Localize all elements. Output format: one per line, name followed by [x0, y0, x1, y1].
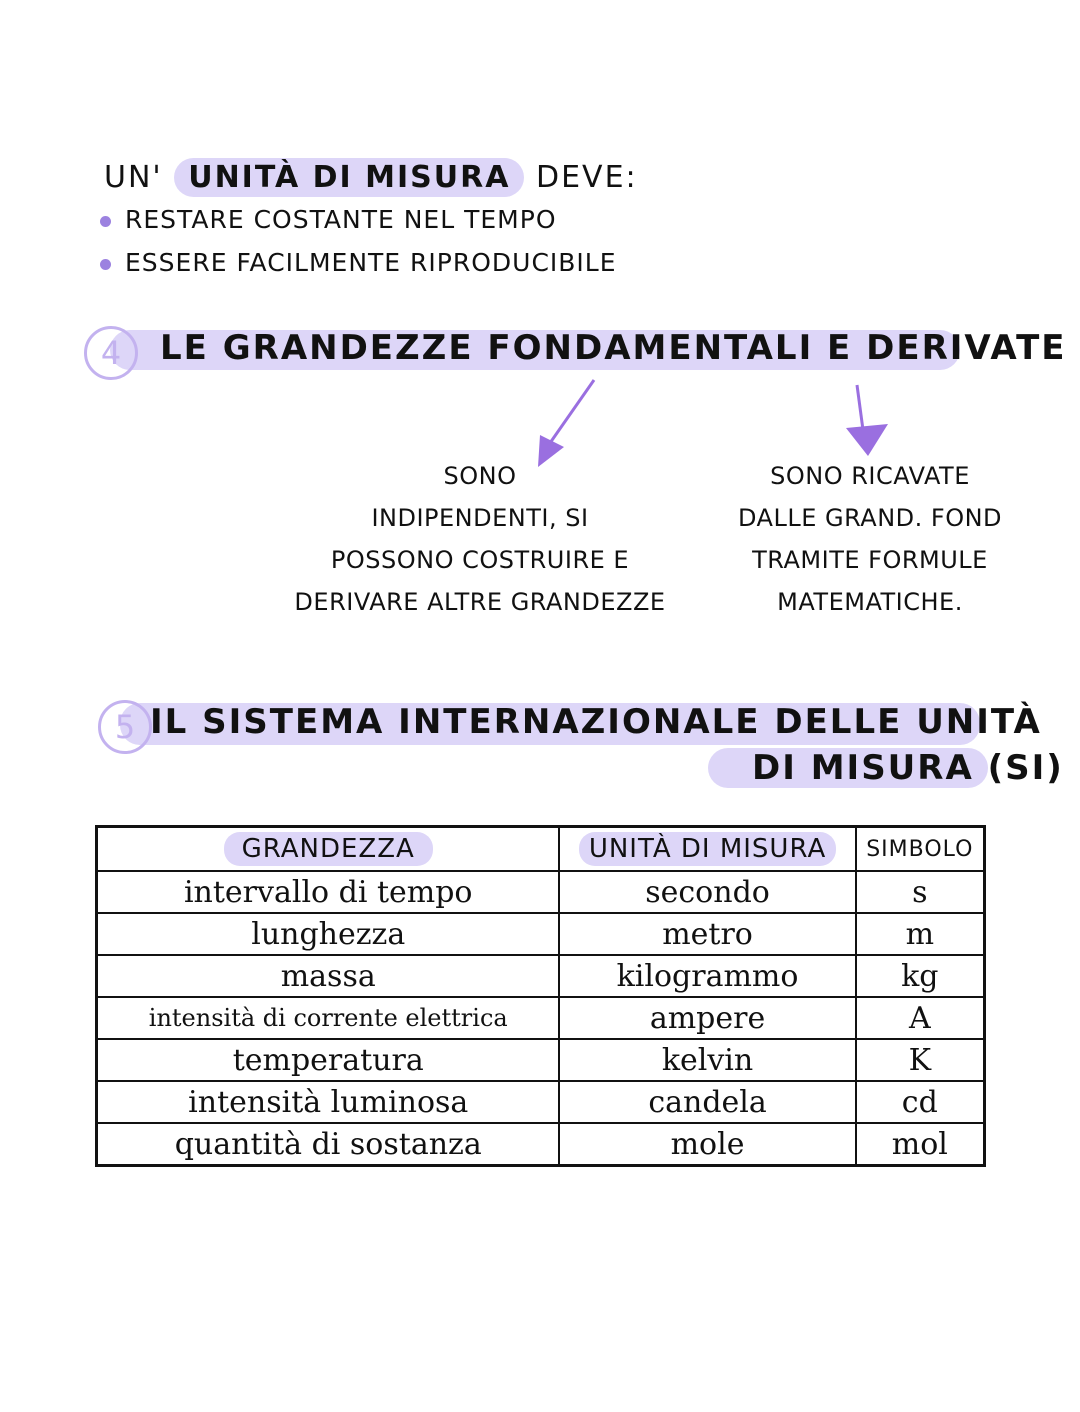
unit-cell: mole: [559, 1123, 855, 1166]
unit-cell: metro: [559, 913, 855, 955]
fundamental-description: [260, 455, 700, 623]
table-header-row: [97, 827, 985, 872]
quantity-cell: lunghezza: [97, 913, 560, 955]
unit-cell: kelvin: [559, 1039, 855, 1081]
intro-suffix: DEVE:: [536, 160, 638, 195]
table-row: [97, 997, 985, 1039]
bullet-icon: [100, 216, 111, 227]
section-number-badge: 4: [84, 326, 138, 380]
desc-line: DALLE GRAND. FOND: [737, 504, 1003, 532]
table-row: [97, 1039, 985, 1081]
table-row: [97, 871, 985, 913]
unit-cell: secondo: [559, 871, 855, 913]
unit-cell: ampere: [559, 997, 855, 1039]
bullet-text: ESSERE FACILMENTE RIPRODUCIBILE: [125, 248, 617, 277]
symbol-cell: K: [856, 1039, 985, 1081]
bullet-item: [100, 248, 617, 277]
quantity-cell: intensità di corrente elettrica: [97, 997, 560, 1039]
header-cell: [559, 827, 855, 872]
symbol-cell: m: [856, 913, 985, 955]
bullet-text: RESTARE COSTANTE NEL TEMPO: [125, 205, 557, 234]
desc-line: TRAMITE FORMULE: [752, 546, 988, 574]
quantity-cell: intensità luminosa: [97, 1081, 560, 1123]
header-label: UNITÀ DI MISURA: [579, 832, 836, 866]
table-row: [97, 913, 985, 955]
intro-prefix: UN': [104, 160, 163, 195]
desc-line: MATEMATICHE.: [777, 588, 963, 616]
header-cell: [97, 827, 560, 872]
intro-heading: [104, 160, 638, 195]
section5-title: IL SISTEMA INTERNAZIONALE DELLE UNITÀ: [150, 702, 1042, 742]
intro-highlight: UNITÀ DI MISURA: [174, 158, 524, 197]
quantity-cell: temperatura: [97, 1039, 560, 1081]
table-row: [97, 955, 985, 997]
derived-description: [730, 455, 1010, 623]
unit-cell: kilogrammo: [559, 955, 855, 997]
desc-line: POSSONO COSTRUIRE E: [330, 546, 630, 574]
table-row: [97, 1123, 985, 1166]
quantity-cell: intervallo di tempo: [97, 871, 560, 913]
bullet-icon: [100, 259, 111, 270]
desc-line: INDIPENDENTI, SI: [371, 504, 589, 532]
desc-line: SONO RICAVATE: [770, 462, 970, 490]
section4-title: LE GRANDEZZE FONDAMENTALI E DERIVATE: [160, 328, 1067, 368]
table-row: [97, 1081, 985, 1123]
symbol-cell: mol: [856, 1123, 985, 1166]
symbol-cell: A: [856, 997, 985, 1039]
unit-cell: candela: [559, 1081, 855, 1123]
symbol-cell: s: [856, 871, 985, 913]
quantity-cell: massa: [97, 955, 560, 997]
arrow-right-icon: [830, 380, 900, 460]
header-cell: [856, 827, 985, 872]
symbol-cell: kg: [856, 955, 985, 997]
section-number-badge: 5: [98, 700, 152, 754]
desc-line: DERIVARE ALTRE GRANDEZZE: [294, 588, 666, 616]
symbol-cell: cd: [856, 1081, 985, 1123]
bullet-item: [100, 205, 557, 234]
si-units-table: [95, 825, 986, 1167]
header-label: GRANDEZZA: [224, 832, 433, 866]
section5-title-line2: DI MISURA (SI): [752, 748, 1064, 788]
quantity-cell: quantità di sostanza: [97, 1123, 560, 1166]
header-label: SIMBOLO: [866, 836, 974, 862]
desc-line: SONO: [443, 462, 517, 490]
